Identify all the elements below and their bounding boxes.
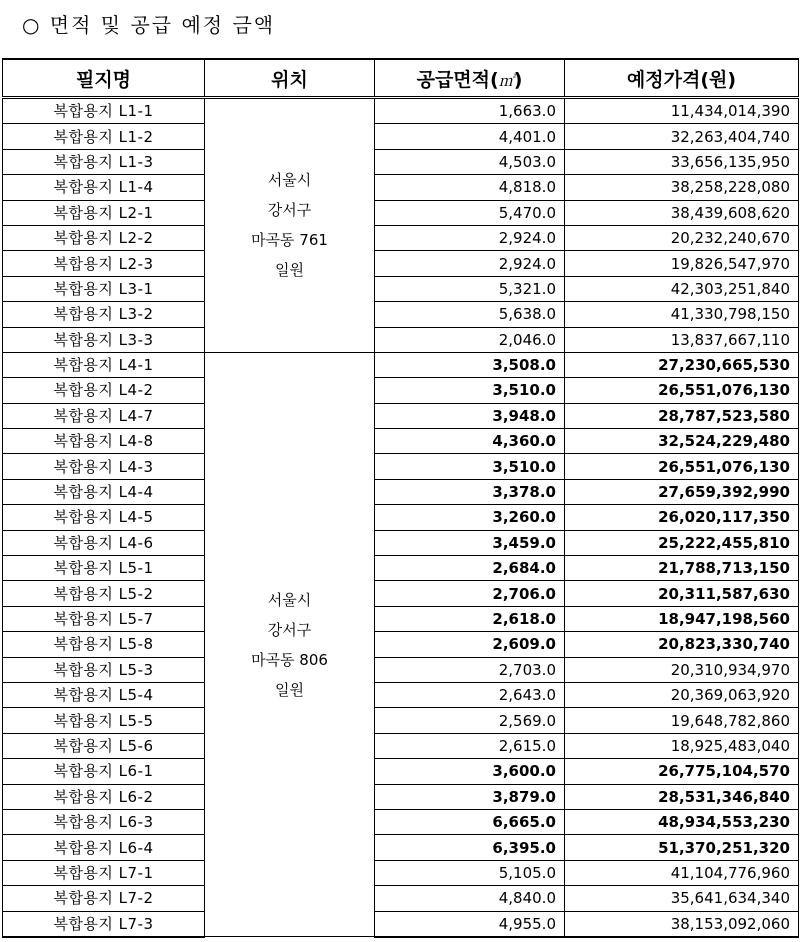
lot-name-cell: [3, 302, 205, 327]
lot-name-cell: [3, 378, 205, 403]
lot-name: 복합용지 L7-3: [53, 914, 154, 933]
table-row: [3, 225, 799, 250]
header-supply-area: [375, 59, 565, 98]
lot-name-cell: [3, 124, 205, 149]
lot-name: 복합용지 L3-2: [53, 305, 154, 324]
supply-area-cell: 2,684.0: [375, 556, 565, 581]
table-row: [3, 251, 799, 276]
lot-name-cell: [3, 632, 205, 657]
expected-price-cell: 38,153,092,060: [565, 911, 799, 937]
lot-name-cell: [3, 403, 205, 428]
expected-price-cell: 38,258,228,080: [565, 175, 799, 200]
lot-name: 복합용지 L5-2: [53, 584, 154, 603]
supply-area-cell: 2,569.0: [375, 708, 565, 733]
location-line: 강서구: [267, 620, 312, 639]
table-row: [3, 835, 799, 860]
expected-price-cell: 20,311,587,630: [565, 581, 799, 606]
table-row: [3, 759, 799, 784]
table-row: [3, 403, 799, 428]
location-line: 서울시: [267, 590, 312, 609]
location-line: 마곡동 761: [251, 231, 328, 250]
table-row: [3, 200, 799, 225]
header-lot-name: 필지명: [3, 59, 205, 98]
lot-name: 복합용지 L5-8: [53, 635, 154, 654]
supply-area-cell: 2,643.0: [375, 682, 565, 707]
table-row: [3, 886, 799, 911]
supply-area-cell: 2,609.0: [375, 632, 565, 657]
lot-name: 복합용지 L4-4: [53, 483, 154, 502]
lot-name-cell: [3, 784, 205, 809]
supply-area-cell: 2,615.0: [375, 733, 565, 758]
location-line: 일원: [275, 680, 304, 699]
lot-name-cell: [3, 708, 205, 733]
supply-area-cell: 3,600.0: [375, 759, 565, 784]
table-row: [3, 276, 799, 301]
lot-name-cell: [3, 251, 205, 276]
table-row: [3, 809, 799, 834]
supply-area-cell: 5,105.0: [375, 860, 565, 885]
lot-name: 복합용지 L5-7: [53, 610, 154, 628]
lot-name-cell: [3, 657, 205, 682]
lot-name-cell: [3, 809, 205, 834]
table-row: [3, 733, 799, 758]
lot-name-cell: [3, 225, 205, 250]
lot-name: 복합용지 L6-3: [53, 813, 154, 832]
table-row: [3, 175, 799, 200]
lot-name-cell: [3, 98, 205, 124]
lot-name-cell: [3, 911, 205, 937]
expected-price-cell: 19,826,547,970: [565, 251, 799, 276]
supply-area-cell: 6,665.0: [375, 809, 565, 834]
expected-price-cell: 20,823,330,740: [565, 632, 799, 657]
supply-area-cell: 3,948.0: [375, 403, 565, 428]
lot-name: 복합용지 L5-3: [53, 660, 154, 679]
expected-price-cell: 32,263,404,740: [565, 124, 799, 149]
lot-name-cell: [3, 759, 205, 784]
expected-price-cell: 38,439,608,620: [565, 200, 799, 225]
header-area-close: ): [513, 68, 523, 91]
lot-name: 복합용지 L6-1: [53, 762, 154, 781]
location-cell: [205, 352, 375, 936]
lot-name: 복합용지 L4-7: [53, 406, 154, 425]
lot-name: 복합용지 L4-1: [53, 356, 154, 375]
expected-price-cell: 11,434,014,390: [565, 98, 799, 124]
expected-price-cell: 20,232,240,670: [565, 225, 799, 250]
expected-price-cell: 26,551,076,130: [565, 454, 799, 479]
supply-area-cell: 3,459.0: [375, 530, 565, 555]
lot-name: 복합용지 L6-4: [53, 838, 154, 857]
supply-area-cell: 4,503.0: [375, 149, 565, 174]
expected-price-cell: 13,837,667,110: [565, 327, 799, 352]
table-row: [3, 479, 799, 504]
table-row: [3, 429, 799, 454]
lot-name-cell: [3, 352, 205, 377]
supply-area-cell: 4,401.0: [375, 124, 565, 149]
table-row: [3, 682, 799, 707]
supply-area-cell: 1,663.0: [375, 98, 565, 124]
expected-price-cell: 32,524,229,480: [565, 429, 799, 454]
expected-price-cell: 26,551,076,130: [565, 378, 799, 403]
lot-name: 복합용지 L3-3: [53, 330, 154, 349]
lot-name: 복합용지 L4-6: [53, 533, 154, 552]
supply-area-cell: 2,046.0: [375, 327, 565, 352]
supply-area-cell: 3,510.0: [375, 378, 565, 403]
header-expected-price: 예정가격(원): [565, 59, 799, 98]
expected-price-cell: 41,104,776,960: [565, 860, 799, 885]
lot-name: 복합용지 L6-2: [53, 787, 154, 806]
lot-name: 복합용지 L2-1: [53, 203, 154, 222]
lot-name: 복합용지 L5-6: [53, 736, 154, 755]
table-row: [3, 632, 799, 657]
lot-name-cell: [3, 200, 205, 225]
table-row: [3, 98, 799, 124]
lot-name-cell: [3, 860, 205, 885]
location-line: 서울시: [267, 171, 312, 190]
lot-name-cell: [3, 149, 205, 174]
expected-price-cell: 21,788,713,150: [565, 556, 799, 581]
table-header-row: [3, 59, 799, 98]
expected-price-cell: 48,934,553,230: [565, 809, 799, 834]
header-area-label: 공급면적(: [416, 68, 499, 91]
location-line: 강서구: [267, 201, 312, 220]
section-title: ○ 면적 및 공급 예정 금액: [22, 13, 276, 37]
lot-name-cell: [3, 581, 205, 606]
expected-price-cell: 20,369,063,920: [565, 682, 799, 707]
lot-name-cell: [3, 429, 205, 454]
table-row: [3, 505, 799, 530]
expected-price-cell: 25,222,455,810: [565, 530, 799, 555]
supply-area-cell: 4,840.0: [375, 886, 565, 911]
lot-name: 복합용지 L1-2: [53, 127, 154, 146]
supply-area-cell: 4,360.0: [375, 429, 565, 454]
location-line: 일원: [275, 261, 304, 280]
lot-name: 복합용지 L5-5: [53, 711, 154, 730]
table-row: [3, 657, 799, 682]
supply-area-cell: 3,510.0: [375, 454, 565, 479]
supply-price-table: [2, 58, 799, 938]
lot-name-cell: [3, 454, 205, 479]
lot-name: 복합용지 L2-2: [53, 229, 154, 248]
lot-name-cell: [3, 682, 205, 707]
supply-area-cell: 2,924.0: [375, 225, 565, 250]
table-row: [3, 606, 799, 631]
lot-name: 복합용지 L7-1: [53, 863, 154, 882]
supply-area-cell: 3,260.0: [375, 505, 565, 530]
lot-name-cell: [3, 530, 205, 555]
lot-name-cell: [3, 327, 205, 352]
lot-name: 복합용지 L3-1: [53, 279, 154, 298]
lot-name: 복합용지 L1-4: [53, 178, 154, 197]
expected-price-cell: 51,370,251,320: [565, 835, 799, 860]
table-row: [3, 860, 799, 885]
lot-name-cell: [3, 886, 205, 911]
supply-area-cell: 4,955.0: [375, 911, 565, 937]
expected-price-cell: 19,648,782,860: [565, 708, 799, 733]
lot-name-cell: [3, 479, 205, 504]
table-row: [3, 302, 799, 327]
lot-name: 복합용지 L4-5: [53, 508, 154, 527]
table-row: [3, 911, 799, 937]
expected-price-cell: 26,775,104,570: [565, 759, 799, 784]
table-row: [3, 378, 799, 403]
lot-name: 복합용지 L5-4: [53, 686, 154, 705]
supply-area-cell: 2,703.0: [375, 657, 565, 682]
expected-price-cell: 28,787,523,580: [565, 403, 799, 428]
table-row: [3, 581, 799, 606]
expected-price-cell: 33,656,135,950: [565, 149, 799, 174]
lot-name-cell: [3, 175, 205, 200]
supply-area-cell: 3,508.0: [375, 352, 565, 377]
expected-price-cell: 41,330,798,150: [565, 302, 799, 327]
table-row: [3, 327, 799, 352]
lot-name: 복합용지 L4-2: [53, 381, 154, 400]
supply-area-cell: 5,470.0: [375, 200, 565, 225]
expected-price-cell: 18,947,198,560: [565, 606, 799, 631]
expected-price-cell: 35,641,634,340: [565, 886, 799, 911]
supply-area-cell: 6,395.0: [375, 835, 565, 860]
supply-area-cell: 4,818.0: [375, 175, 565, 200]
location-cell: [205, 98, 375, 353]
expected-price-cell: 27,230,665,530: [565, 352, 799, 377]
table-row: [3, 784, 799, 809]
table-row: [3, 352, 799, 377]
lot-name: 복합용지 L2-3: [53, 254, 154, 273]
supply-area-cell: 2,924.0: [375, 251, 565, 276]
lot-name-cell: [3, 835, 205, 860]
lot-name-cell: [3, 606, 205, 631]
expected-price-cell: 26,020,117,350: [565, 505, 799, 530]
table-row: [3, 530, 799, 555]
supply-area-cell: 5,638.0: [375, 302, 565, 327]
location-line: 마곡동 806: [251, 650, 328, 669]
table-row: [3, 708, 799, 733]
lot-name: 복합용지 L4-8: [53, 432, 154, 451]
expected-price-cell: 18,925,483,040: [565, 733, 799, 758]
supply-area-cell: 3,879.0: [375, 784, 565, 809]
supply-area-cell: 5,321.0: [375, 276, 565, 301]
lot-name-cell: [3, 556, 205, 581]
table-body: [3, 98, 799, 937]
supply-area-cell: 3,378.0: [375, 479, 565, 504]
supply-area-cell: 2,706.0: [375, 581, 565, 606]
expected-price-cell: 20,310,934,970: [565, 657, 799, 682]
header-area-unit: ㎡: [498, 71, 514, 90]
header-location: 위치: [205, 59, 375, 98]
lot-name: 복합용지 L4-3: [53, 457, 154, 476]
lot-name-cell: [3, 276, 205, 301]
expected-price-cell: 42,303,251,840: [565, 276, 799, 301]
table-row: [3, 124, 799, 149]
lot-name-cell: [3, 505, 205, 530]
lot-name: 복합용지 L5-1: [53, 559, 154, 578]
expected-price-cell: 28,531,346,840: [565, 784, 799, 809]
lot-name: 복합용지 L7-2: [53, 889, 154, 908]
lot-name-cell: [3, 733, 205, 758]
lot-name: 복합용지 L1-1: [53, 102, 154, 121]
table-row: [3, 149, 799, 174]
expected-price-cell: 27,659,392,990: [565, 479, 799, 504]
supply-area-cell: 2,618.0: [375, 606, 565, 631]
table-row: [3, 454, 799, 479]
lot-name: 복합용지 L1-3: [53, 152, 154, 171]
table-row: [3, 556, 799, 581]
